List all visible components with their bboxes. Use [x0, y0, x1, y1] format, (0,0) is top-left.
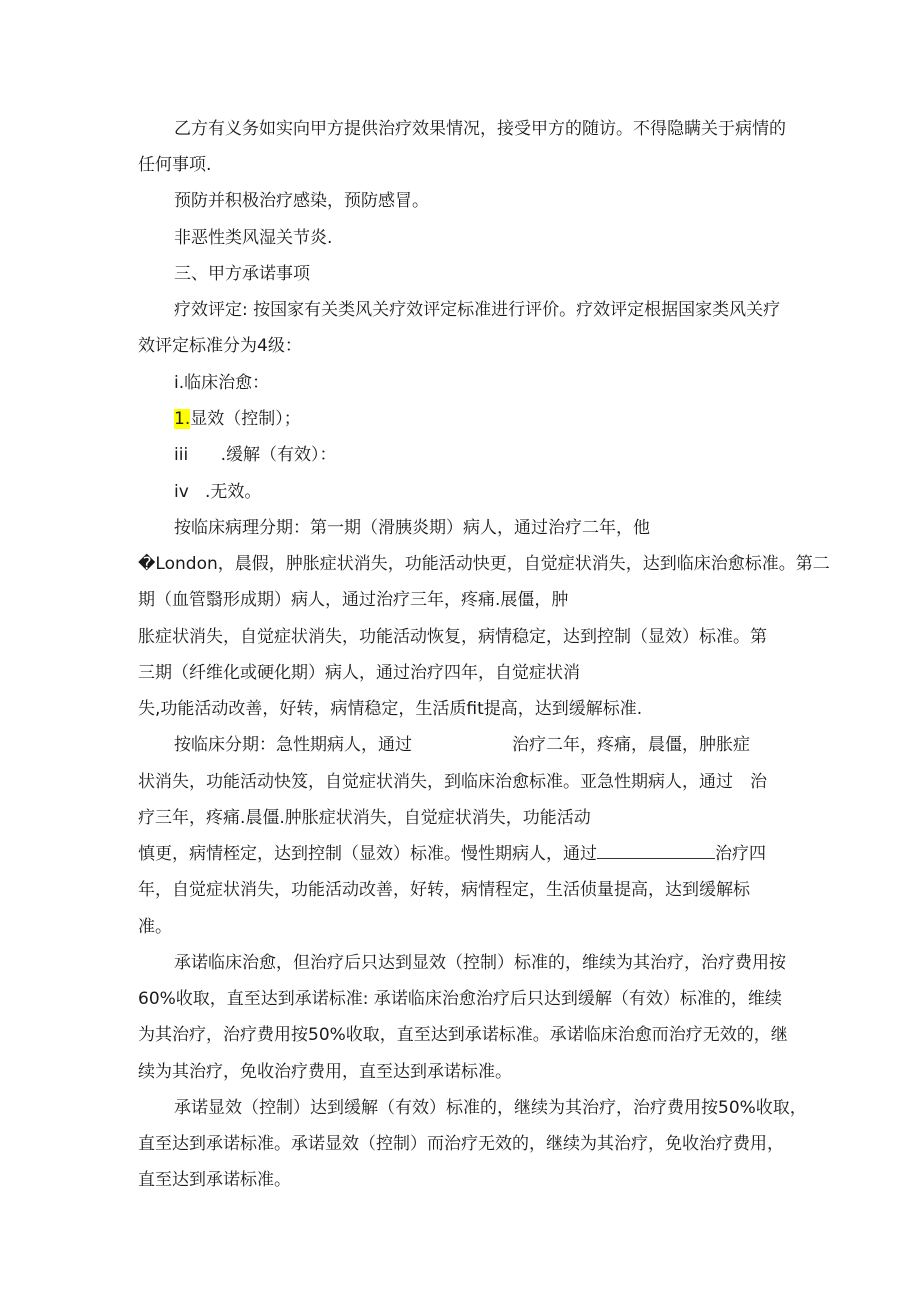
para-1-line-1: 乙方有义务如实向甲方提供治疗效果情况，接受甲方的随访。不得隐瞒关于病情的	[174, 119, 786, 139]
blank-underline	[597, 844, 715, 859]
grade-item-3: iii .缓解（有效）：	[174, 445, 337, 465]
para-6-line-5: 年，自觉症状消失，功能活动改善，好转，病情程定，生活侦量提高，达到缓解标	[138, 880, 750, 900]
grade-item-2	[174, 408, 301, 430]
para-5-line-6: 失,功能活动改善，好转，病情稳定，生活质fit提高，达到缓解标准.	[138, 699, 643, 719]
para-6-line-3: 疗三年，疼痛.晨僵.肿胀症状消失，自觉症状消失，功能活动	[138, 808, 591, 828]
para-4-line-2: 效评定标准分为4级：	[138, 336, 302, 356]
para-8-line-1: 承诺显效（控制）达到缓解（有效）标准的，继续为其治疗，治疗费用按50%收取，	[174, 1098, 807, 1118]
para-7-line-4: 续为其治疗，免收治疗费用，直至达到承诺标准。	[138, 1062, 512, 1082]
para-5-line-3: 期（血管翳形成期）病人，通过治疗三年，疼痛.展僵，肿	[138, 590, 569, 610]
para-6-line-4-tail: 治疗四	[715, 844, 766, 864]
grade-item-4: iv .无效。	[174, 482, 262, 502]
para-8-line-3: 直至达到承诺标准。	[138, 1170, 291, 1190]
para-6-line-1a: 按临床分期：急性期病人，通过	[174, 735, 412, 755]
highlighted-number: 1.	[174, 409, 191, 429]
para-7-line-1: 承诺临床治愈，但治疗后只达到显效（控制）标准的，维续为其治疗，治疗费用按	[174, 953, 786, 973]
para-5-line-1: 按临床病理分期：第一期（滑胰炎期）病人，通过治疗二年，他	[174, 518, 650, 538]
para-5-line-5: 三期（纤维化或硬化期）病人，通过治疗四年，自觉症状消	[138, 663, 580, 683]
para-2: 预防并积极治疗感染，预防感冒。	[174, 191, 429, 211]
grade-item-2-text: 显效（控制）；	[190, 409, 301, 429]
grade-item-1: i.临床治愈：	[174, 373, 270, 393]
para-7-line-3: 为其治疗，治疗费用按50%收取，直至达到承诺标准。承诺临床治愈而治疗无效的，继	[138, 1025, 788, 1045]
para-6-line-2b: 治	[750, 772, 767, 792]
section-heading: 三、甲方承诺事项	[174, 264, 310, 284]
para-1-line-2: 任何事项.	[138, 155, 212, 175]
para-6-line-6: 准。	[138, 917, 172, 937]
para-6-line-2a: 状消失，功能活动快笈，自觉症状消失，到临床治愈标准。亚急性期病人，通过	[138, 772, 733, 792]
para-7-line-2: 60%收取，直至达到承诺标准: 承诺临床治愈治疗后只达到缓解（有效）标准的，维续	[138, 989, 782, 1009]
para-6-line-4a	[138, 843, 766, 865]
para-6-line-1b: 治疗二年，疼痛，晨僵，肿胀症	[512, 735, 750, 755]
para-3: 非恶性类风湿关节炎.	[174, 228, 333, 248]
para-6-line-4-text: 慎更，病情桎定，达到控制（显效）标准。慢性期病人，通过	[138, 844, 597, 864]
para-5-line-2: �London，晨假，肿胀症状消失，功能活动快更，自觉症状消失，达到临床治愈标准。第二	[138, 554, 830, 574]
para-4-line-1: 疗效评定: 按国家有关类风关疗效评定标准进行评价。疗效评定根据国家类风关疗	[174, 300, 781, 320]
para-8-line-2: 直至达到承诺标准。承诺显效（控制）而治疗无效的，继续为其治疗，免收治疗费用，	[138, 1134, 784, 1154]
para-5-line-4: 胀症状消失，自觉症状消失，功能活动恢复，病情稳定，达到控制（显效）标准。第	[138, 627, 767, 647]
